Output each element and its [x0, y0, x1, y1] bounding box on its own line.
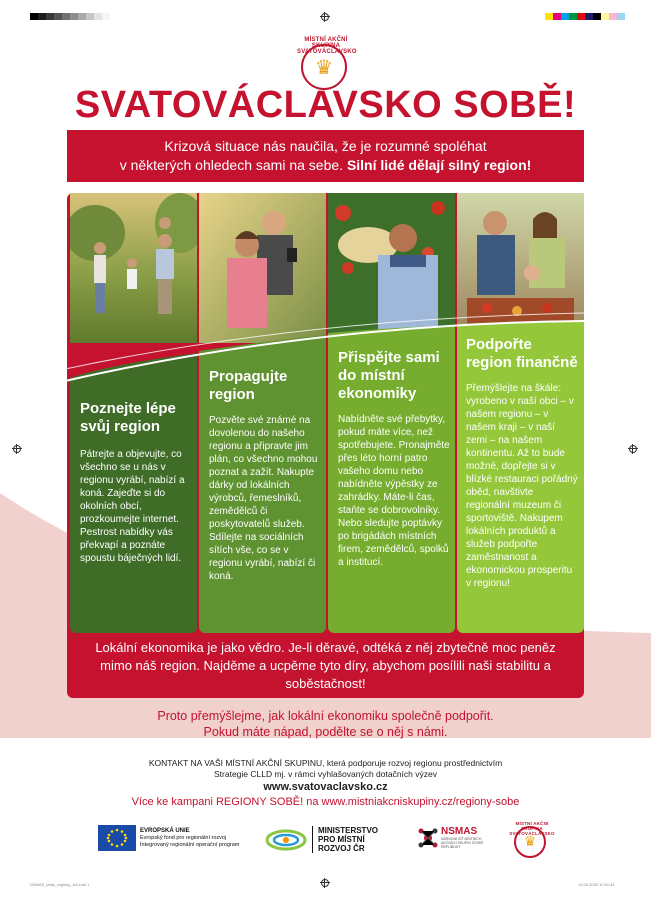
call-to-action-line-2: Pokud máte nápad, podělte se o něj s námi.	[203, 725, 448, 739]
column-4-text: Přemýšlejte na škále: vyrobeno v naší obci – v našem regionu – v našem kraji – v naší zemi – na našem kontinentu. Až to bude možné, dopřejte si v blízké restauraci pořádný oběd, navštivte regionální muzeum či sportoviště. Nakupem lokálních produktů a služeb podpořte zaměstnanost a ekonomickou prosperitu v regionu!	[466, 383, 578, 589]
eu-line-2: Integrovaný regionální operační program	[140, 841, 240, 848]
column-2-title: Propagujte region	[209, 368, 288, 403]
print-slug-right: 13.05.2020 10:51:41	[578, 882, 615, 887]
contact-line-1: KONTAKT NA VAŠI MÍSTNÍ AKČNÍ SKUPINU, která podporuje rozvoj regionu prostřednictvím	[148, 758, 503, 768]
mmr-text	[312, 826, 378, 853]
eu-text	[140, 828, 239, 849]
eu-flag-icon	[98, 825, 136, 851]
grayscale-calibration-strip	[30, 13, 110, 20]
call-to-action-line-1: Proto přemýšlejme, jak lokální ekonomiku společně podpořit.	[157, 709, 494, 723]
mas-svatovaclavsko-logo-footer	[509, 821, 555, 858]
logo-arc-text: MÍSTNÍ AKČNÍ SKUPINA SVATOVÁCLAVSKO	[297, 37, 357, 55]
print-slug-left: NSMAS_letak_regiony_A3.indd 1	[30, 882, 90, 887]
bucket-metaphor-text: Lokální ekonomika je jako vědro. Je-li děravé, odtéká z něj zbytečně moc peněz mimo náš region. Najděme a ucpěme tyto díry, abychom posílili naši stabilitu a soběstačnost!	[95, 640, 556, 691]
page-title: SVATOVÁCLAVSKO SOBĚ!	[74, 84, 577, 126]
column-3	[338, 349, 450, 569]
eu-title: EVROPSKÁ UNIE	[140, 827, 190, 834]
nsmas-logo	[418, 826, 489, 849]
color-calibration-strip	[545, 13, 625, 20]
mmr-line-2: PRO MÍSTNÍ	[318, 835, 365, 844]
nsmas-subtext: NÁRODNÍ SÍŤ MÍSTNÍCH AKČNÍCH SKUPIN ČESKÉ REPUBLIKY	[441, 837, 484, 849]
column-1-title: Poznejte lépe svůj region	[80, 400, 176, 435]
nsmas-network-icon	[418, 827, 438, 849]
mmr-line-1: MINISTERSTVO	[318, 826, 379, 835]
campaign-link[interactable]: Více ke kampani REGIONY SOBĚ! na www.mistniakcniskupiny.cz/regiony-sobe	[131, 796, 520, 808]
call-to-action-text	[0, 708, 651, 740]
nsmas-text: NSMAS	[441, 826, 478, 837]
column-1	[80, 400, 194, 565]
intro-banner	[67, 130, 584, 182]
column-2	[209, 368, 319, 583]
mmr-line-3: ROZVOJ ČR	[318, 844, 365, 853]
crown-icon: ♛	[315, 55, 333, 79]
nsmas-text-block	[441, 826, 489, 849]
eu-logo	[98, 825, 239, 851]
column-2-text: Pozvěte své známé na dovolenou do našeho regionu a připravte jim plán, co všechno mohou poznat a zažít. Nakupte dárky od lokálních výrobců, řemeslníků, zemědělců či poskytovatelů služeb. Sdílejte na sociálních sítích vše, co se v regionu vyrábí, nabízí či koná.	[209, 415, 318, 582]
website-link[interactable]: www.svatovaclavsko.cz	[263, 781, 388, 793]
contact-info	[0, 758, 651, 780]
column-4	[466, 336, 578, 590]
footer-logo-arc-text: MÍSTNÍ AKČNÍ SKUPINA SVATOVÁCLAVSKO	[509, 821, 555, 836]
column-1-text: Pátrejte a objevujte, co všechno se u nás v regionu vyrábí, nabízí a koná. Zajeďte si do okolních obcí, prozkoumejte internet. Pestrost nabídky vás překvapí a poznáte spoustu báječných lidí.	[80, 449, 185, 564]
column-4-title: Podpořte region finančně	[466, 336, 578, 371]
registration-mark-top	[320, 12, 330, 22]
registration-mark-bottom	[320, 878, 330, 888]
crown-icon: ♛	[523, 834, 537, 850]
eu-line-1: Evropský fond pro regionální rozvoj	[140, 834, 227, 841]
intro-line-2: v některých ohledech sami na sebe. Silní lidé dělají silný region!	[119, 157, 532, 173]
mmr-swirl-icon	[265, 828, 307, 852]
column-3-title: Přispějte sami do místní ekonomiky	[338, 349, 440, 402]
intro-line-1: Krizová situace nás naučila, že je rozumné spoléhat	[164, 138, 487, 154]
column-3-text: Nabídněte své přebytky, pokud máte více, než spotřebujete. Pronajměte přes léto horní patro vašeho domu nebo nabídněte výpěstky ze zahrádky. Máte-li čas, staňte se dobrovolníky. Nebo sledujte poptávky po brigádách místních firem, zemědělců, spolků a institucí.	[338, 414, 450, 568]
mmr-logo	[265, 826, 378, 853]
contact-line-2: Strategie CLLD mj. v rámci vyhlašovaných dotačních výzev	[214, 769, 437, 779]
